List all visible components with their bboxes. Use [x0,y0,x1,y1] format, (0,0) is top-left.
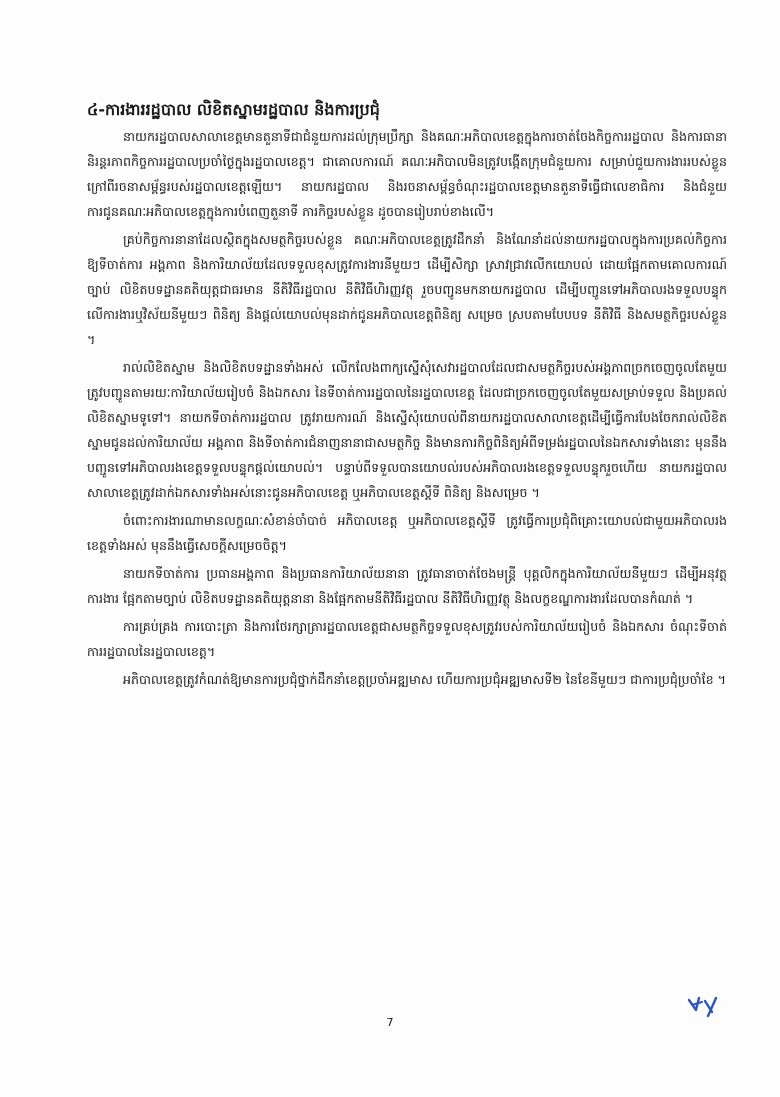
page-number: 7 [386,1016,394,1029]
paragraph-7: អភិបាលខេត្តត្រូវកំណត់ឱ្យមានការប្រជុំថ្នាក់ដឹកនាំខេត្តប្រចាំអឌ្ឍមាស ហើយការប្រជុំអឌ្ឍមាសទី២ នៃខែនីមួយៗ ជាការប្រជុំប្រចាំខែ ។ [123,672,726,687]
initials-mark-icon [686,992,726,1018]
paragraph-2: គ្រប់កិច្ចការនានាដែលស្ថិតក្នុងសមត្ថកិច្ចរបស់ខ្លួន គណៈអភិបាលខេត្តត្រូវដឹកនាំ និងណែនាំដល់នាយករដ្ឋបាលក្នុងការប្រគល់កិច្ចការឱ្យទីចាត់ការ អង្គភាព និងការិយាល័យដែលទទួលខុសត្រូវការងារនីមួយៗ ដើម្បីសិក្សា ស្រាវជ្រាវលើកយោបល់ ដោយផ្អែកតាមគោលការណ៍ច្បាប់ លិខិតបទដ្ឋានគតិយុត្តជាធរមាន នីតិវិធីរដ្ឋបាល នីតិវិធីហិរញ្ញវត្ថុ រួចបញ្ជូនមកនាយករដ្ឋបាល ដើម្បីបញ្ជូនទៅអភិបាលរងទទួលបន្ទុកលើការងារឬវិស័យនីមួយៗ ពិនិត្យ និងផ្តល់យោបល់មុនដាក់ជូនអភិបាលខេត្តពិនិត្យ សម្រេច ស្របតាមបែបបទ នីតិវិធី និងសមត្ថកិច្ចរបស់ខ្លួន ។ [87,232,727,347]
paragraph-6: ការគ្រប់គ្រង ការបោះត្រា និងការថែរក្សាត្រារដ្ឋបាលខេត្តជាសមត្ថកិច្ចទទួលខុសត្រូវរបស់ការិយាល័យរៀបចំ និងឯកសារ ចំណុះទីចាត់ការរដ្ឋបាលនៃរដ្ឋបាលខេត្ត។ [87,619,727,659]
paragraph-4: ចំពោះការងារណាមានលក្ខណៈសំខាន់ចាំបាច់ អភិបាលខេត្ត ឬអភិបាលខេត្តស្តីទី ត្រូវធ្វើការប្រជុំពិគ្រោះយោបល់ជាមួយអភិបាលរងខេត្តទាំងអស់ មុននឹងធ្វើសេចក្តីសម្រេចចិត្ត។ [87,513,727,553]
paragraph-3: រាល់លិខិតស្នាម និងលិខិតបទដ្ឋានទាំងអស់ លើកលែងពាក្យស្នើសុំសេវារដ្ឋបាលដែលជាសមត្ថកិច្ចរបស់អង្គភាពច្រកចេញចូលតែមួយ ត្រូវបញ្ជូនតាមរយៈការិយាល័យរៀបចំ និងឯកសារ នៃទីចាត់ការរដ្ឋបាលនៃរដ្ឋបាលខេត្ត ដែលជាច្រកចេញចូលតែមួយសម្រាប់ទទួល និងប្រគល់លិខិតស្នាមទូទៅ។ នាយកទីចាត់ការរដ្ឋបាល ត្រូវរាយការណ៍ និងស្នើសុំយោបល់ពីនាយករដ្ឋបាលសាលាខេត្តដើម្បីធ្វើការបែងចែករាល់លិខិតស្នាមជូនដល់ការិយាល័យ អង្គភាព និងទីចាត់ការជំនាញនានាជាសមត្ថកិច្ច និងមានភារកិច្ចពិនិត្យអំពីទម្រង់រដ្ឋបាលនៃឯកសារទាំងនោះ មុននឹងបញ្ជូនទៅអភិបាលរងខេត្តទទួលបន្ទុកផ្តល់យោបល់។ បន្ទាប់ពីទទួលបានយោបល់របស់អភិបាលរងខេត្តទទួលបន្ទុករួចហើយ នាយករដ្ឋបាលសាលាខេត្តត្រូវដាក់ឯកសារទាំងអស់នោះជូនអភិបាលខេត្ត ឬអភិបាលខេត្តស្តីទី ពិនិត្យ និងសម្រេច ។ [87,360,727,500]
paragraph-1: នាយករដ្ឋបាលសាលាខេត្តមានតួនាទីជាជំនួយការដល់ក្រុមប្រឹក្សា និងគណៈអភិបាលខេត្តក្នុងការចាត់ចែងកិច្ចការរដ្ឋបាល និងការធានានិរន្តរភាពកិច្ចការរដ្ឋបាលប្រចាំថ្ងៃក្នុងរដ្ឋបាលខេត្ត។ ជាគោលការណ៍ គណៈអភិបាលមិនត្រូវបង្កើតក្រុមជំនួយការ សម្រាប់ជួយការងាររបស់ខ្លួនក្រៅពីរចនាសម្ព័ន្ធរបស់រដ្ឋបាលខេត្តឡើយ។ នាយករដ្ឋបាល និងរចនាសម្ព័ន្ធចំណុះរដ្ឋបាលខេត្តមានតួនាទីធ្វើជាលេខាធិការ និងជំនួយការជូនគណៈអភិបាលខេត្តក្នុងការបំពេញតួនាទី ភារកិច្ចរបស់ខ្លួន ដូចបានរៀបរាប់ខាងលើ។ [87,129,727,219]
section-heading: ៤-ការងាររដ្ឋបាល លិខិតស្នាមរដ្ឋបាល និងការប្រជុំ [87,100,380,119]
body-text [87,124,727,695]
paragraph-5: នាយកទីចាត់ការ ប្រធានអង្គភាព និងប្រធានការិយាល័យនានា ត្រូវធានាចាត់ចែងមន្ត្រី បុគ្គលិកក្នុងការិយាល័យនីមួយៗ ដើម្បីអនុវត្តការងារ ផ្អែកតាមច្បាប់ លិខិតបទដ្ឋានគតិយុត្តនានា និងផ្អែកតាមនីតិវិធីរដ្ឋបាល នីតិវិធីហិរញ្ញវត្ថុ និងលក្ខខណ្ឌការងារដែលបានកំណត់ ។ [87,566,727,606]
